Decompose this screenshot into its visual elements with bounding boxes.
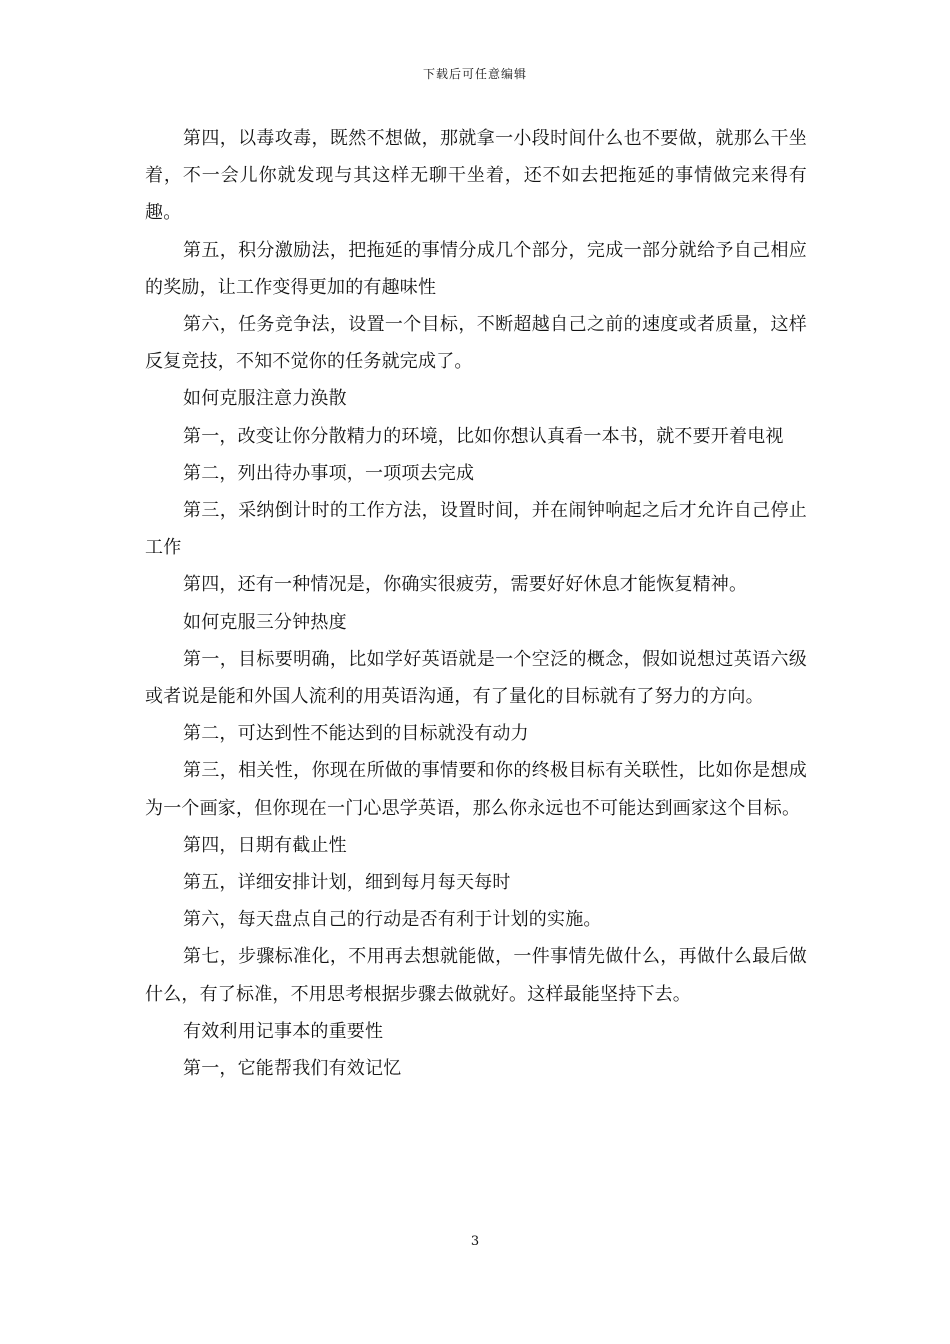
paragraph: 第一，目标要明确，比如学好英语就是一个空泛的概念，假如说想过英语六级或者说是能和外国人流利的用英语沟通，有了量化的目标就有了努力的方向。 — [145, 648, 807, 708]
section-heading: 如何克服三分钟热度 — [183, 611, 347, 633]
paragraph: 第四，日期有截止性 — [183, 834, 347, 856]
paragraph: 第三，采纳倒计时的工作方法，设置时间，并在闹钟响起之后才允许自己停止工作 — [145, 500, 807, 559]
paragraph: 第三，相关性，你现在所做的事情要和你的终极目标有关联性，比如你是想成为一个画家，但你现在一门心思学英语，那么你永远也不可能达到画家这个目标。 — [145, 760, 807, 819]
paragraph: 第二，列出待办事项，一项项去完成 — [183, 462, 475, 484]
paragraph: 第四，以毒攻毒，既然不想做，那就拿一小段时间什么也不要做，就那么干坐着，不一会儿你就发现与其这样无聊干坐着，还不如去把拖延的事情做完来得有趣。 — [145, 128, 807, 224]
paragraph: 第一，它能帮我们有效记忆 — [183, 1058, 402, 1080]
paragraph: 第七，步骤标准化，不用再去想就能做，一件事情先做什么，再做什么最后做什么，有了标准，不用思考根据步骤去做就好。这样最能坚持下去。 — [145, 946, 807, 1005]
page-number: 3 — [470, 1234, 480, 1249]
paragraph: 第六，每天盘点自己的行动是否有利于计划的实施。 — [183, 909, 602, 931]
paragraph: 第五，详细安排计划，细到每月每天每时 — [183, 872, 511, 894]
paragraph: 第六，任务竞争法，设置一个目标，不断超越自己之前的速度或者质量，这样反复竞技，不知不觉你的任务就完成了。 — [145, 314, 807, 373]
paragraph: 第五，积分激励法，把拖延的事情分成几个部分，完成一部分就给予自己相应的奖励，让工作变得更加的有趣味性 — [145, 239, 807, 298]
paragraph: 第四，还有一种情况是，你确实很疲劳，需要好好休息才能恢复精神。 — [183, 574, 748, 596]
section-heading: 有效利用记事本的重要性 — [183, 1020, 384, 1042]
paragraph: 第二，可达到性不能达到的目标就没有动力 — [183, 723, 529, 745]
page-header: 下载后可任意编辑 — [422, 67, 527, 81]
section-heading: 如何克服注意力涣散 — [183, 388, 347, 410]
document-body — [145, 120, 807, 1087]
paragraph: 第一，改变让你分散精力的环境，比如你想认真看一本书，就不要开着电视 — [183, 425, 784, 447]
